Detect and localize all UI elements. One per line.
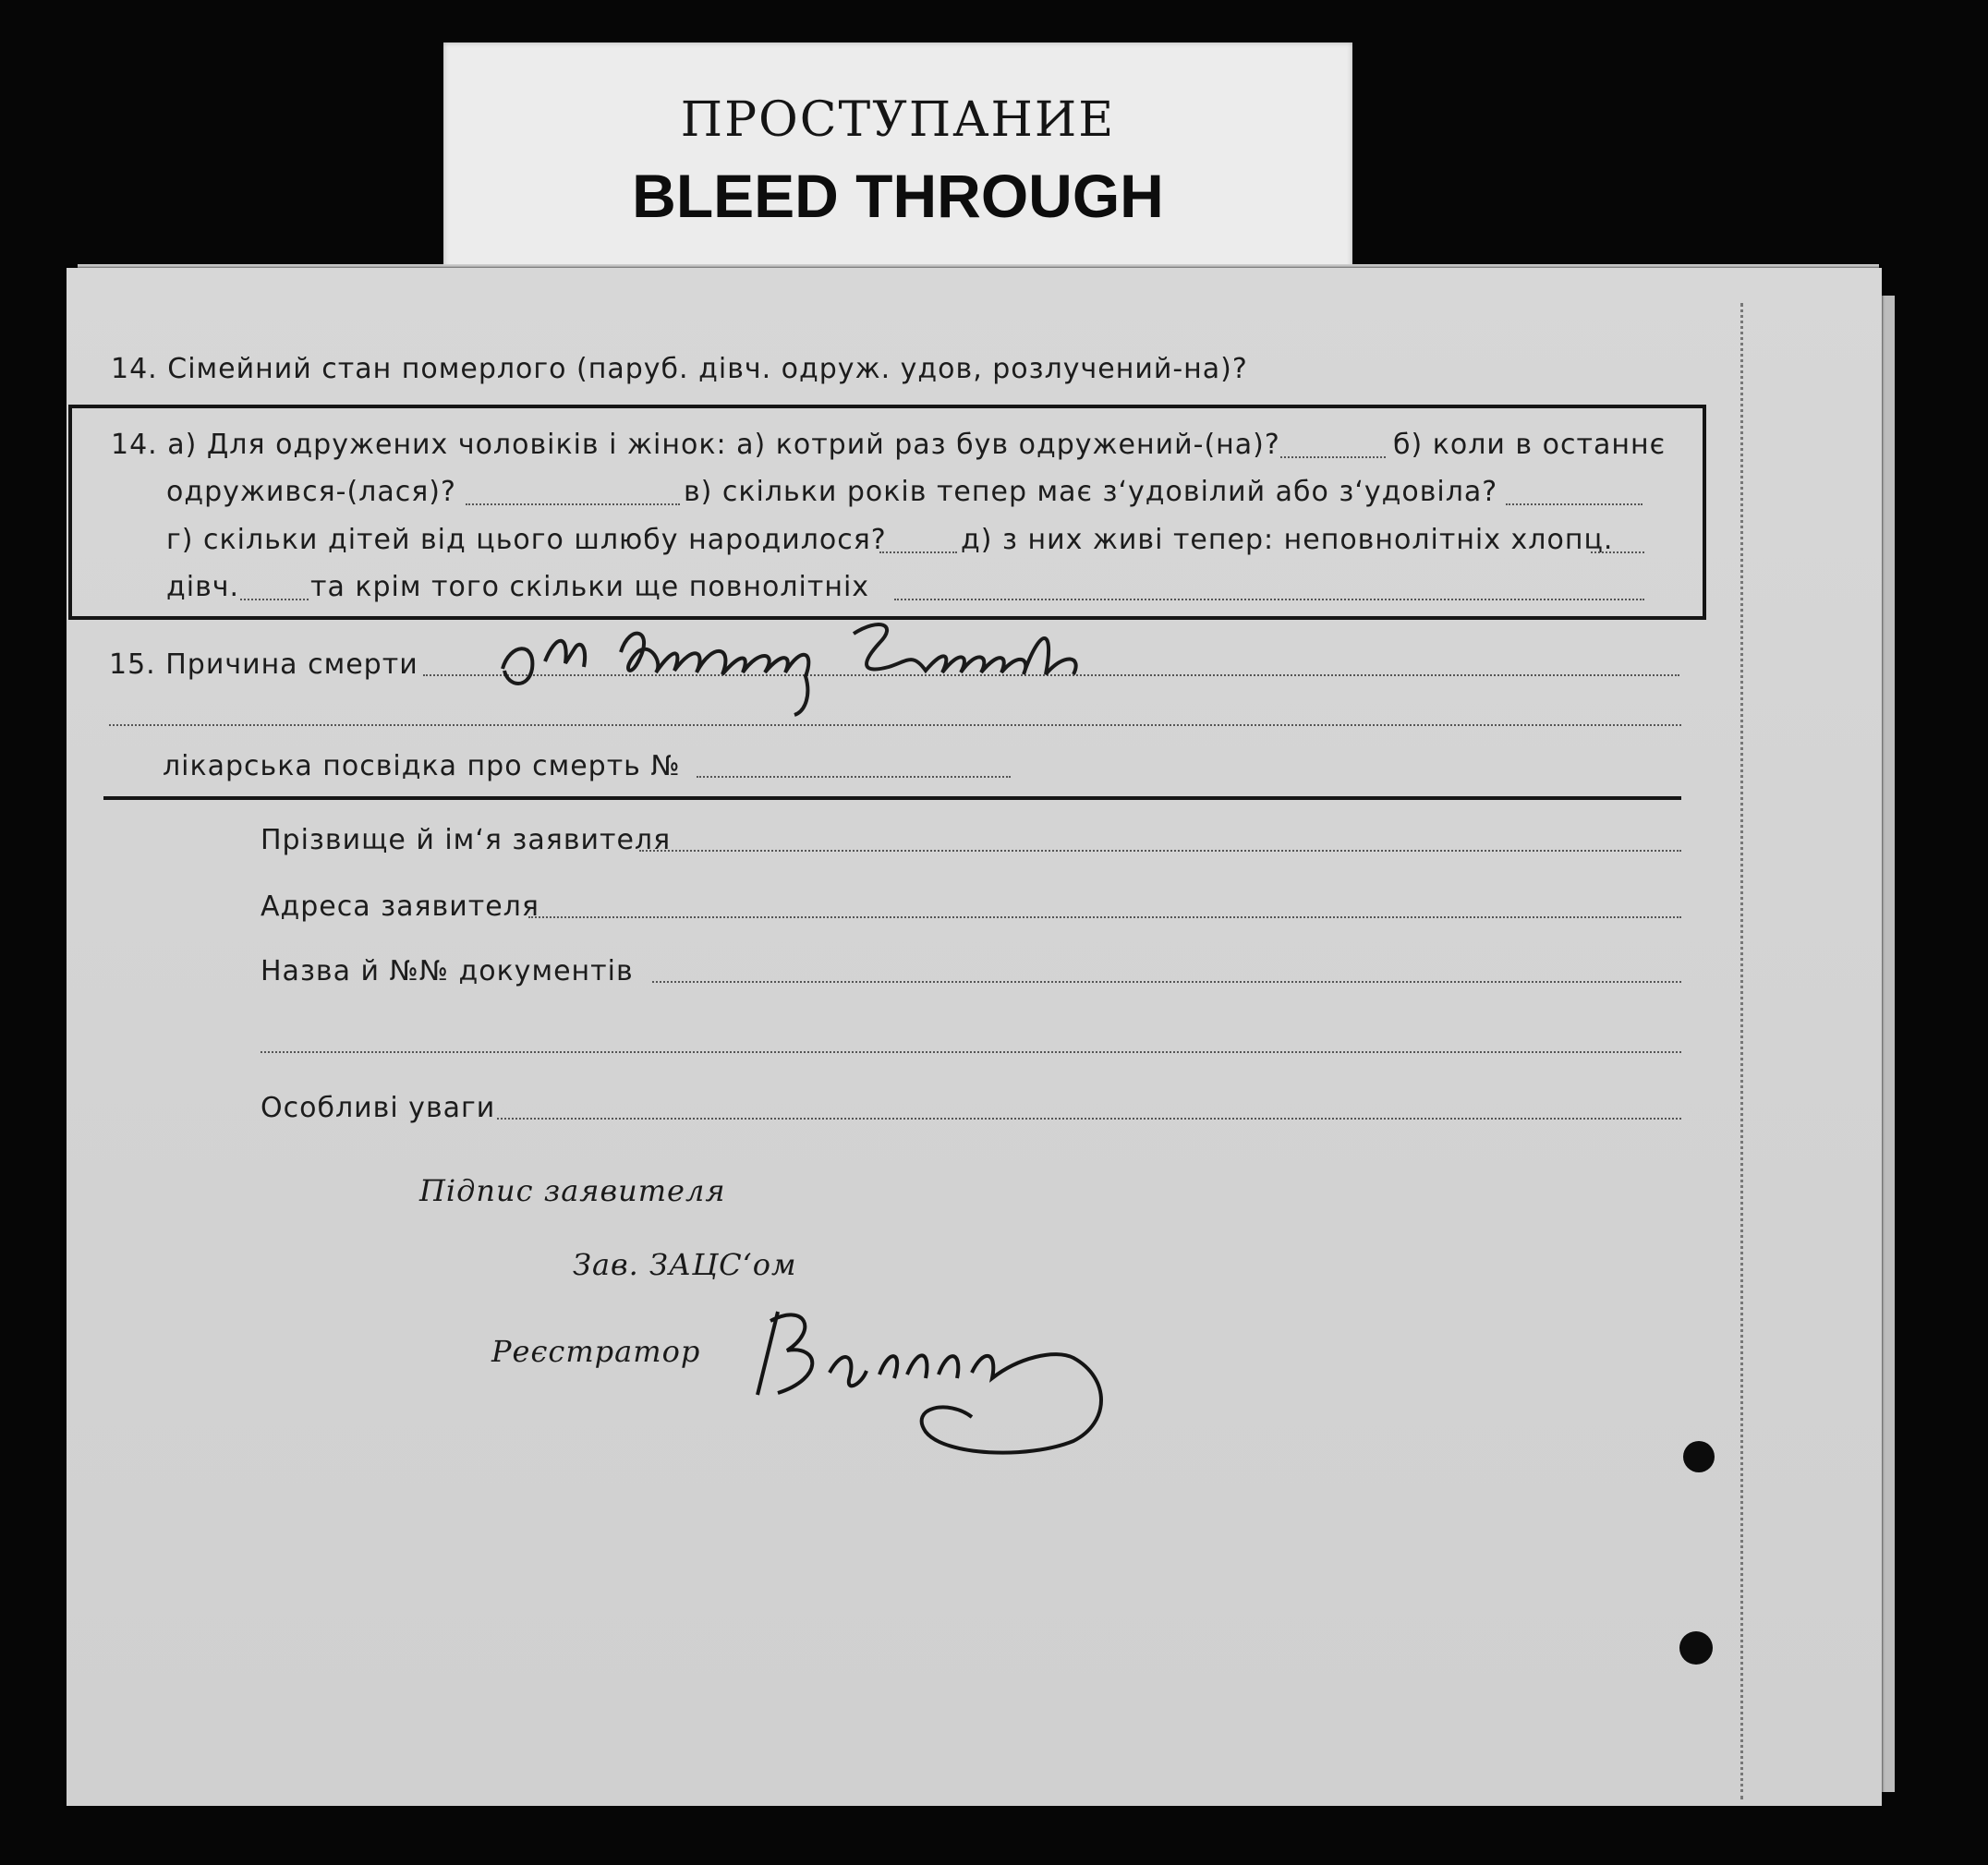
registrar-label: Реєстратор — [491, 1334, 701, 1369]
registrar-signature — [741, 1293, 1258, 1478]
q14a-line2b: в) скільки років тепер має з‘удовілий або з‘удовіла? — [684, 476, 1498, 508]
q14a-line4: дівч. — [166, 571, 240, 603]
record-sheet — [67, 268, 1882, 1806]
applicant-name-label: Прізвище й ім‘я заявителя — [261, 824, 672, 856]
perforation-line — [1740, 303, 1743, 1799]
remarks-label: Особливі уваги — [261, 1092, 496, 1124]
dotted-line — [879, 551, 957, 553]
label-russian: ПРОСТУПАНИЕ — [680, 92, 1116, 148]
q14a-line3b: д) з них живі тепер: неповнолітніх хлопц. — [961, 524, 1614, 556]
section-divider — [103, 796, 1681, 800]
punch-hole — [1679, 1631, 1713, 1665]
medical-certificate: лікарська посвідка про смерть № — [163, 750, 681, 782]
back-page-edge-right — [1882, 296, 1895, 1792]
dotted-line — [528, 916, 1681, 918]
dotted-line — [652, 981, 1681, 983]
dotted-line — [1591, 551, 1644, 553]
q15-cause-of-death: 15. Причина смерти — [109, 648, 418, 681]
punch-hole — [1683, 1441, 1715, 1472]
dotted-line — [261, 1051, 1681, 1053]
label-english: BLEED THROUGH — [632, 162, 1164, 230]
handwritten-cause — [491, 615, 1267, 717]
dotted-line — [109, 724, 1681, 726]
q14-marital-status: 14. Сімейний стан померлого (паруб. дівч. одруж. удов, розлучений-на)? — [111, 353, 1248, 385]
applicant-address-label: Адреса заявителя — [261, 890, 539, 923]
q14a-box — [68, 405, 1706, 620]
bleed-through-label-card — [443, 42, 1352, 275]
head-zags-label: Зав. ЗАЦС‘ом — [573, 1247, 797, 1282]
q14a-line1: 14. а) Для одружених чоловіків і жінок: а) котрий раз був одружений-(на)? — [111, 429, 1280, 461]
dotted-line — [240, 599, 309, 600]
dotted-line — [894, 599, 1644, 600]
q14a-line2: одружився-(лася)? — [166, 476, 456, 508]
dotted-line — [1280, 456, 1386, 458]
q14a-line3: г) скільки дітей від цього шлюбу народилося? — [166, 524, 887, 556]
q14a-line1b: б) коли в останнє — [1393, 429, 1667, 461]
dotted-line — [697, 776, 1011, 778]
dotted-line — [1506, 503, 1643, 505]
applicant-signature-label: Підпис заявителя — [419, 1173, 726, 1208]
documents-label: Назва й №№ документів — [261, 955, 634, 987]
dotted-line — [497, 1118, 1681, 1120]
q14a-line4b: та крім того скільки ще повнолітніх — [310, 571, 870, 603]
dotted-line — [639, 850, 1681, 852]
dotted-line — [466, 503, 680, 505]
